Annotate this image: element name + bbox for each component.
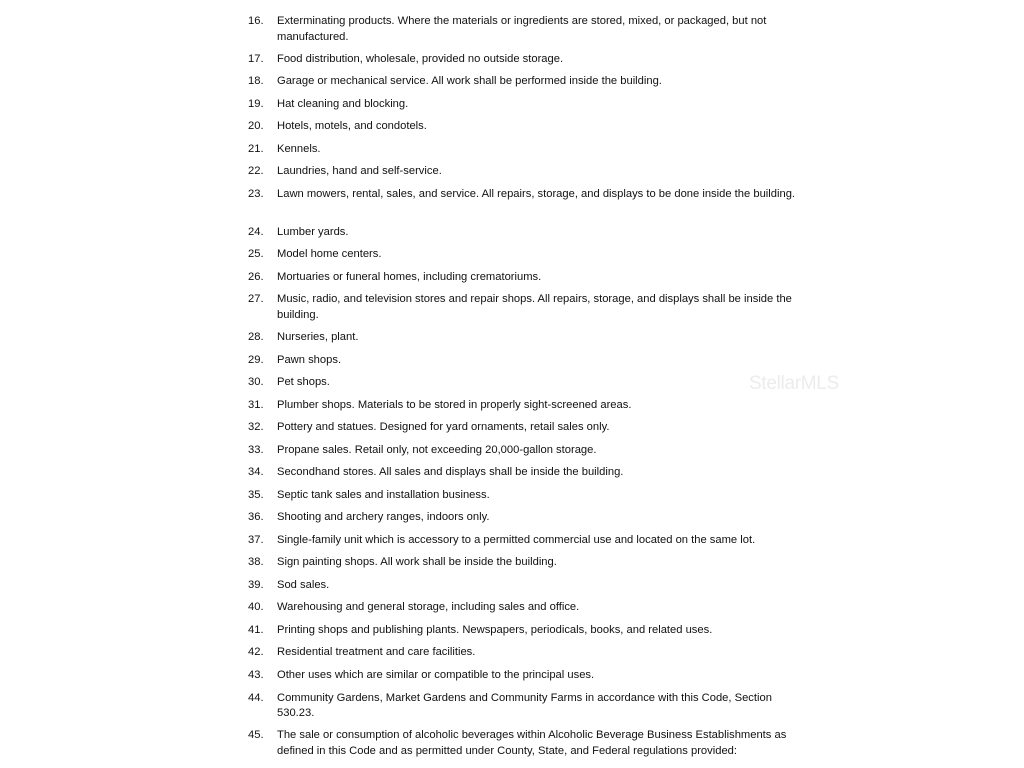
item-number: 18. bbox=[248, 75, 264, 87]
item-text: Model home centers. bbox=[277, 248, 382, 260]
item-number: 27. bbox=[248, 293, 264, 305]
item-text: Residential treatment and care facilities. bbox=[277, 646, 476, 658]
item-number: 24. bbox=[248, 225, 264, 238]
item-text: Exterminating products. Where the materials or ingredients are stored, mixed, or packaged, but not manufactured. bbox=[277, 15, 767, 43]
item-text: Food distribution, wholesale, provided no outside storage. bbox=[277, 52, 564, 65]
item-number: 32. bbox=[248, 421, 264, 433]
item-text: Kennels. bbox=[277, 142, 321, 155]
item-number: 21. bbox=[248, 142, 264, 155]
item-text: Hat cleaning and blocking. bbox=[277, 97, 409, 110]
item-number: 34. bbox=[248, 466, 264, 478]
item-number: 35. bbox=[248, 488, 264, 501]
item-number: 23. bbox=[248, 187, 264, 200]
item-text: Music, radio, and television stores and repair shops. All repairs, storage, and displays shall be inside the building. bbox=[277, 293, 792, 321]
item-number: 16. bbox=[248, 15, 264, 27]
item-text: Propane sales. Retail only, not exceeding 20,000-gallon storage. bbox=[277, 443, 597, 456]
item-text: Other uses which are similar or compatible to the principal uses. bbox=[277, 668, 595, 681]
item-number: 43. bbox=[248, 668, 264, 681]
item-text: Laundries, hand and self-service. bbox=[277, 165, 442, 177]
item-number: 41. bbox=[248, 623, 264, 636]
item-number: 19. bbox=[248, 97, 264, 110]
item-text: Single-family unit which is accessory to a permitted commercial use and located on the same lot. bbox=[277, 533, 756, 546]
item-text: Secondhand stores. All sales and displays shall be inside the building. bbox=[277, 466, 624, 478]
item-text: Warehousing and general storage, including sales and office. bbox=[277, 601, 580, 613]
item-text: Hotels, motels, and condotels. bbox=[277, 120, 427, 132]
item-text: Sign painting shops. All work shall be inside the building. bbox=[277, 556, 557, 568]
item-text: The sale or consumption of alcoholic beverages within Alcoholic Beverage Business Establishments as defined in this Code and as permitted under County, State, and Federal regulations provided: bbox=[277, 729, 787, 757]
item-number: 37. bbox=[248, 533, 264, 546]
item-number: 39. bbox=[248, 578, 264, 591]
item-text: Community Gardens, Market Gardens and Community Farms in accordance with this Code, Section 530.23. bbox=[277, 691, 772, 719]
item-number: 29. bbox=[248, 353, 264, 366]
item-text: Pottery and statues. Designed for yard ornaments, retail sales only. bbox=[277, 421, 610, 433]
item-number: 20. bbox=[248, 120, 264, 132]
item-text: Sod sales. bbox=[277, 578, 330, 591]
item-number: 31. bbox=[248, 398, 264, 411]
item-text: Mortuaries or funeral homes, including crematoriums. bbox=[277, 270, 542, 283]
item-number: 44. bbox=[248, 691, 264, 704]
watermark: StellarMLS bbox=[749, 373, 839, 394]
item-text: Lumber yards. bbox=[277, 225, 349, 238]
item-number: 36. bbox=[248, 511, 264, 523]
item-text: Pet shops. bbox=[277, 376, 330, 388]
item-text: Garage or mechanical service. All work shall be performed inside the building. bbox=[277, 75, 662, 87]
item-text: Lawn mowers, rental, sales, and service. All repairs, storage, and displays to be done inside the building. bbox=[277, 187, 796, 200]
item-number: 26. bbox=[248, 270, 264, 283]
item-text: Shooting and archery ranges, indoors only. bbox=[277, 511, 490, 523]
item-number: 30. bbox=[248, 376, 264, 388]
item-number: 25. bbox=[248, 248, 264, 260]
item-text: Printing shops and publishing plants. Newspapers, periodicals, books, and related uses. bbox=[277, 623, 713, 636]
item-text: Septic tank sales and installation business. bbox=[277, 488, 490, 501]
item-number: 42. bbox=[248, 646, 264, 658]
item-number: 38. bbox=[248, 556, 264, 568]
item-text: Nurseries, plant. bbox=[277, 331, 359, 343]
item-number: 45. bbox=[248, 729, 264, 741]
item-number: 28. bbox=[248, 331, 264, 343]
item-number: 17. bbox=[248, 52, 264, 65]
item-number: 33. bbox=[248, 443, 264, 456]
item-number: 40. bbox=[248, 601, 264, 613]
item-number: 22. bbox=[248, 165, 264, 177]
item-text: Pawn shops. bbox=[277, 353, 342, 366]
item-text: Plumber shops. Materials to be stored in properly sight-screened areas. bbox=[277, 398, 632, 411]
